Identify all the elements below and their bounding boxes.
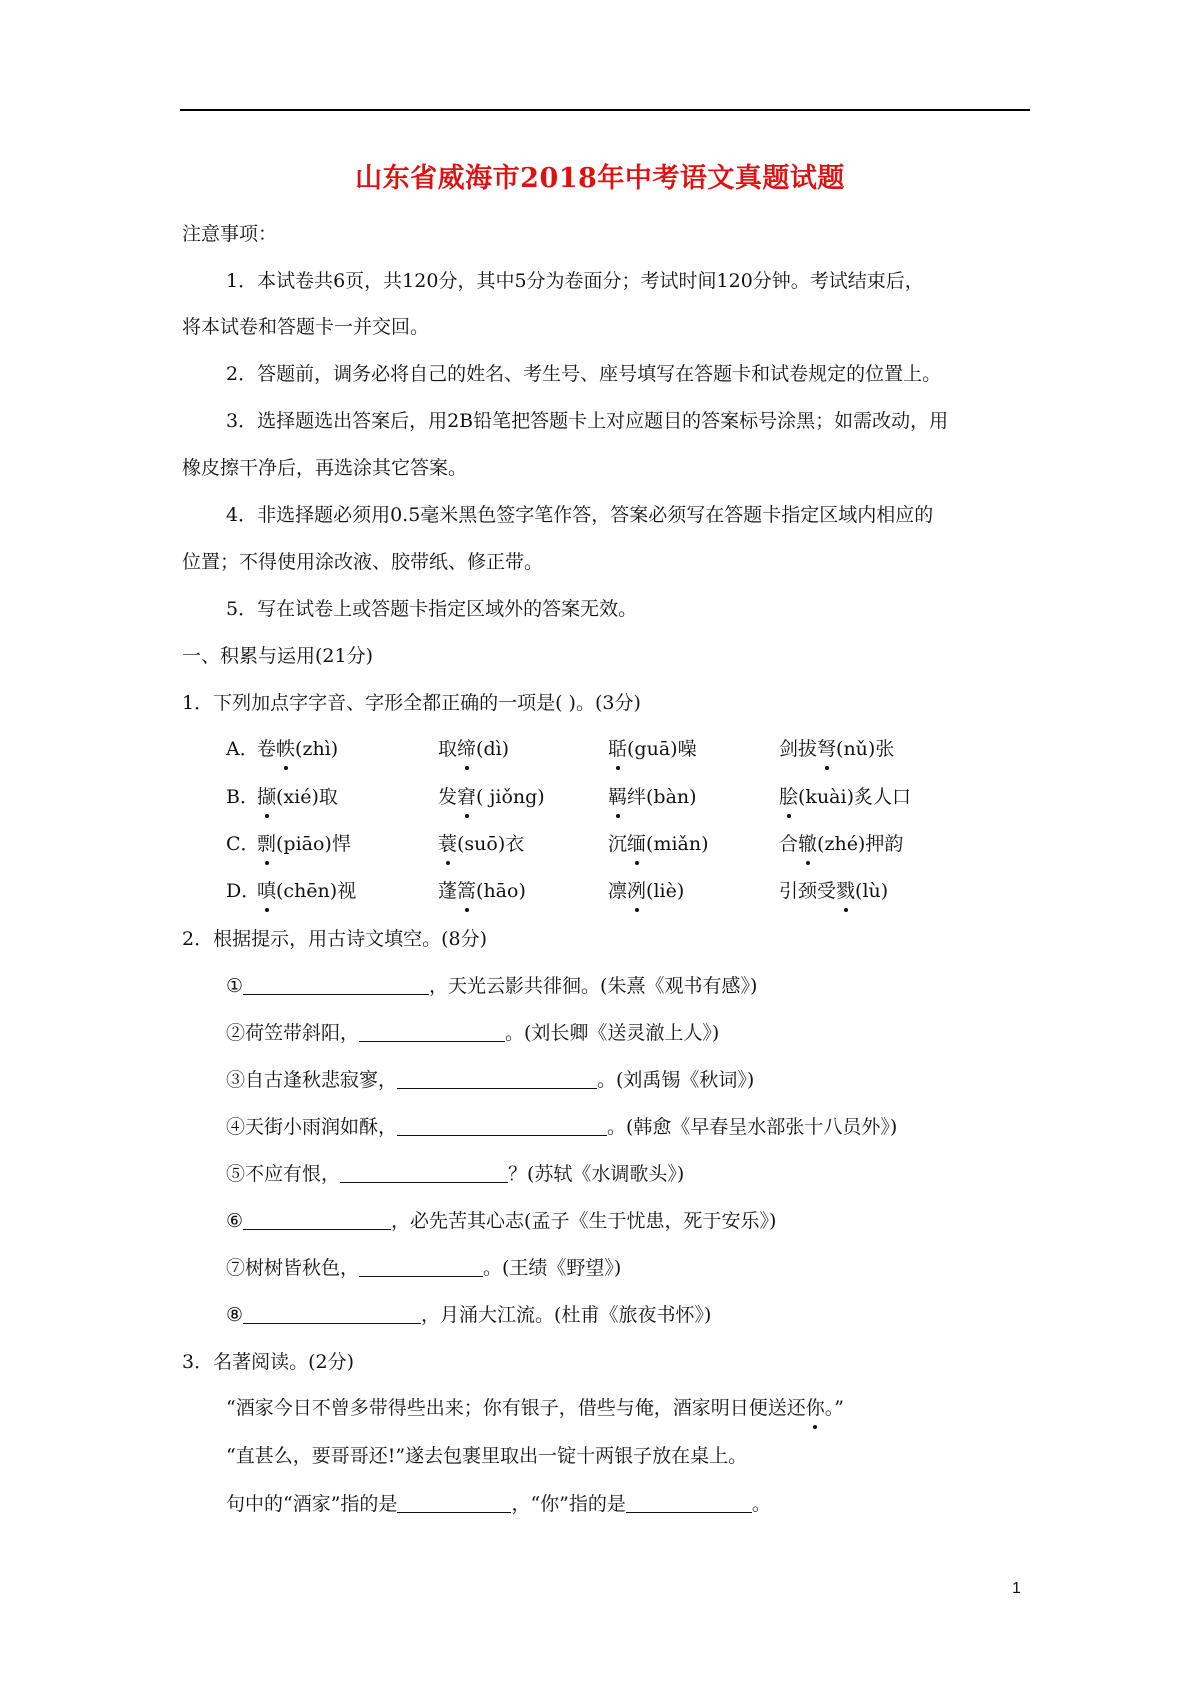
cell-post: (zhé)押韵 [817, 833, 904, 855]
cell-pre: 沉 [608, 833, 628, 855]
dotted-char: 缅 [627, 830, 646, 858]
notice-item-1-cont: 将本试卷和答题卡一并交回。 [182, 316, 430, 338]
dotted-char: 脍 [779, 783, 798, 811]
option-cell [257, 830, 351, 858]
cell-pre: 引颈受 [779, 880, 837, 902]
cell-post: (xié)取 [276, 786, 338, 808]
dotted-char: 帙 [276, 735, 295, 763]
item-pre: ②荷笠带斜阳， [226, 1022, 360, 1044]
option-cell [438, 735, 509, 763]
q2-item-6 [226, 1207, 776, 1235]
cell-post: 绊(bàn) [627, 786, 697, 808]
cell-pre: 剑拔 [779, 738, 818, 760]
item-pre: ③自古逢秋悲寂寥， [226, 1069, 398, 1091]
answer-blank[interactable] [397, 1068, 597, 1089]
item-pre: ① [226, 975, 244, 997]
option-cell [608, 735, 697, 763]
q2-item-7 [226, 1254, 621, 1282]
cell-post: (zhì) [295, 738, 339, 760]
item-post: 。(王绩《野望》) [483, 1257, 622, 1279]
dotted-char: 嗔 [257, 877, 276, 905]
answer-blank[interactable] [397, 1492, 511, 1513]
option-cell [257, 877, 356, 905]
header-rule [180, 109, 1030, 111]
answer-blank[interactable] [359, 1021, 505, 1042]
cell-post: (liè) [646, 880, 685, 902]
item-pre: ⑦树树皆秋色， [226, 1257, 360, 1279]
item-post: ，天光云影共徘徊。(朱熹《观书有感》) [429, 975, 758, 997]
dotted-char: 篙 [457, 877, 476, 905]
quote-text: “酒家今日不曾多带得些出来；你有银子，借些与俺，酒家明日便送还 [226, 1397, 806, 1419]
dotted-char: 撷 [257, 783, 276, 811]
quote-close: 。” [824, 1397, 844, 1419]
option-cell [608, 830, 709, 858]
option-cell [257, 783, 338, 811]
item-pre: ⑥ [226, 1210, 244, 1232]
page-title: 山东省威海市2018年中考语文真题试题 [355, 163, 845, 194]
option-label: D． [226, 880, 261, 902]
dotted-char: 窘 [457, 783, 476, 811]
cell-post: (miǎn) [646, 833, 709, 855]
dotted-char: 蓑 [438, 830, 457, 858]
option-cell [608, 783, 697, 811]
q3-question [226, 1490, 771, 1518]
answer-blank[interactable] [626, 1492, 752, 1513]
notice-item-5: 5．写在试卷上或答题卡指定区域外的答案无效。 [226, 598, 638, 620]
cell-post: (piāo)悍 [276, 833, 351, 855]
q2-item-2 [226, 1019, 719, 1047]
q2-stem: 2．根据提示，用古诗文填空。(8分) [182, 928, 488, 950]
item-post: ？(苏轼《水调歌头》) [508, 1163, 685, 1185]
option-cell [438, 783, 545, 811]
dotted-char: 你 [806, 1394, 825, 1422]
item-pre: ⑧ [226, 1304, 244, 1326]
ask-text: 句中的“酒家”指的是 [226, 1493, 398, 1515]
q1-stem: 1．下列加点字字音、字形全都正确的一项是( )。(3分) [182, 692, 641, 714]
ask-text: 。 [751, 1493, 771, 1515]
q2-item-5 [226, 1160, 684, 1188]
option-cell [257, 735, 338, 763]
cell-pre: 凛 [608, 880, 628, 902]
q2-item-8 [226, 1301, 711, 1329]
cell-post: (kuài)炙人口 [798, 786, 911, 808]
answer-blank[interactable] [397, 1115, 607, 1136]
cell-pre: 取 [438, 738, 458, 760]
option-cell [779, 830, 903, 858]
q3-stem: 3．名著阅读。(2分) [182, 1351, 355, 1373]
q2-item-1 [226, 972, 757, 1000]
option-cell [438, 877, 526, 905]
answer-blank[interactable] [243, 1303, 421, 1324]
cell-post: (hāo) [476, 880, 526, 902]
cell-post: (dì) [476, 738, 510, 760]
cell-pre: 卷 [257, 738, 277, 760]
dotted-char: 冽 [627, 877, 646, 905]
notice-item-4-cont: 位置；不得使用涂改液、胶带纸、修正带。 [182, 551, 544, 573]
cell-post: (lù) [855, 880, 889, 902]
option-cell [779, 783, 911, 811]
option-cell [779, 735, 894, 763]
q2-item-4 [226, 1113, 897, 1141]
section-heading: 一、积累与运用(21分) [182, 645, 374, 667]
item-post: 。(刘长卿《送灵澈上人》) [505, 1022, 720, 1044]
notice-item-3: 3．选择题选出答案后，用2B铅笔把答题卡上对应题目的答案标号涂黑；如需改动，用 [226, 410, 949, 432]
option-cell [608, 877, 684, 905]
cell-post: (suō)衣 [457, 833, 525, 855]
item-post: ，月涌大江流。(杜甫《旅夜书怀》) [421, 1304, 712, 1326]
notice-heading: 注意事项： [182, 223, 278, 245]
dotted-char: 聒 [608, 735, 627, 763]
dotted-char: 羁 [608, 783, 627, 811]
dotted-char: 戮 [836, 877, 855, 905]
answer-blank[interactable] [359, 1256, 483, 1277]
cell-post: ( jiǒng) [476, 786, 545, 808]
item-post: 。(刘禹锡《秋词》) [597, 1069, 755, 1091]
cell-post: (chēn)视 [276, 880, 357, 902]
item-pre: ④天街小雨润如酥， [226, 1116, 398, 1138]
page-number: 1 [1012, 1580, 1021, 1597]
notice-item-1: 1．本试卷共6页，共120分，其中5分为卷面分；考试时间120分钟。考试结束后， [226, 270, 924, 292]
q3-quote-2: “直甚么，要哥哥还!”遂去包裹里取出一锭十两银子放在桌上。 [226, 1445, 748, 1467]
dotted-char: 缔 [457, 735, 476, 763]
option-cell [779, 877, 888, 905]
item-pre: ⑤不应有恨， [226, 1163, 341, 1185]
notice-item-3-cont: 橡皮擦干净后，再选涂其它答案。 [182, 457, 468, 479]
q3-quote-1 [226, 1394, 844, 1422]
answer-blank[interactable] [243, 1209, 391, 1230]
q2-item-3 [226, 1066, 754, 1094]
cell-pre: 合 [779, 833, 799, 855]
item-post: ，必先苦其心志(孟子《生于忧患，死于安乐》) [391, 1210, 777, 1232]
dotted-char: 辙 [798, 830, 817, 858]
dotted-char: 弩 [817, 735, 836, 763]
option-label: B． [226, 786, 259, 808]
option-cell [438, 830, 524, 858]
cell-pre: 蓬 [438, 880, 458, 902]
answer-blank[interactable] [340, 1162, 508, 1183]
option-label: C． [226, 833, 260, 855]
ask-text: ，“你”指的是 [511, 1493, 626, 1515]
notice-item-4: 4．非选择题必须用0.5毫米黑色签字笔作答，答案必须写在答题卡指定区域内相应的 [226, 504, 934, 526]
option-label: A． [226, 738, 259, 760]
notice-item-2: 2．答题前，调务必将自己的姓名、考生号、座号填写在答题卡和试卷规定的位置上。 [226, 363, 942, 385]
answer-blank[interactable] [243, 974, 429, 995]
cell-pre: 发 [438, 786, 458, 808]
item-post: 。(韩愈《早春呈水部张十八员外》) [607, 1116, 898, 1138]
cell-post: (nǔ)张 [836, 738, 895, 760]
dotted-char: 剽 [257, 830, 276, 858]
cell-post: (guā)噪 [627, 738, 697, 760]
